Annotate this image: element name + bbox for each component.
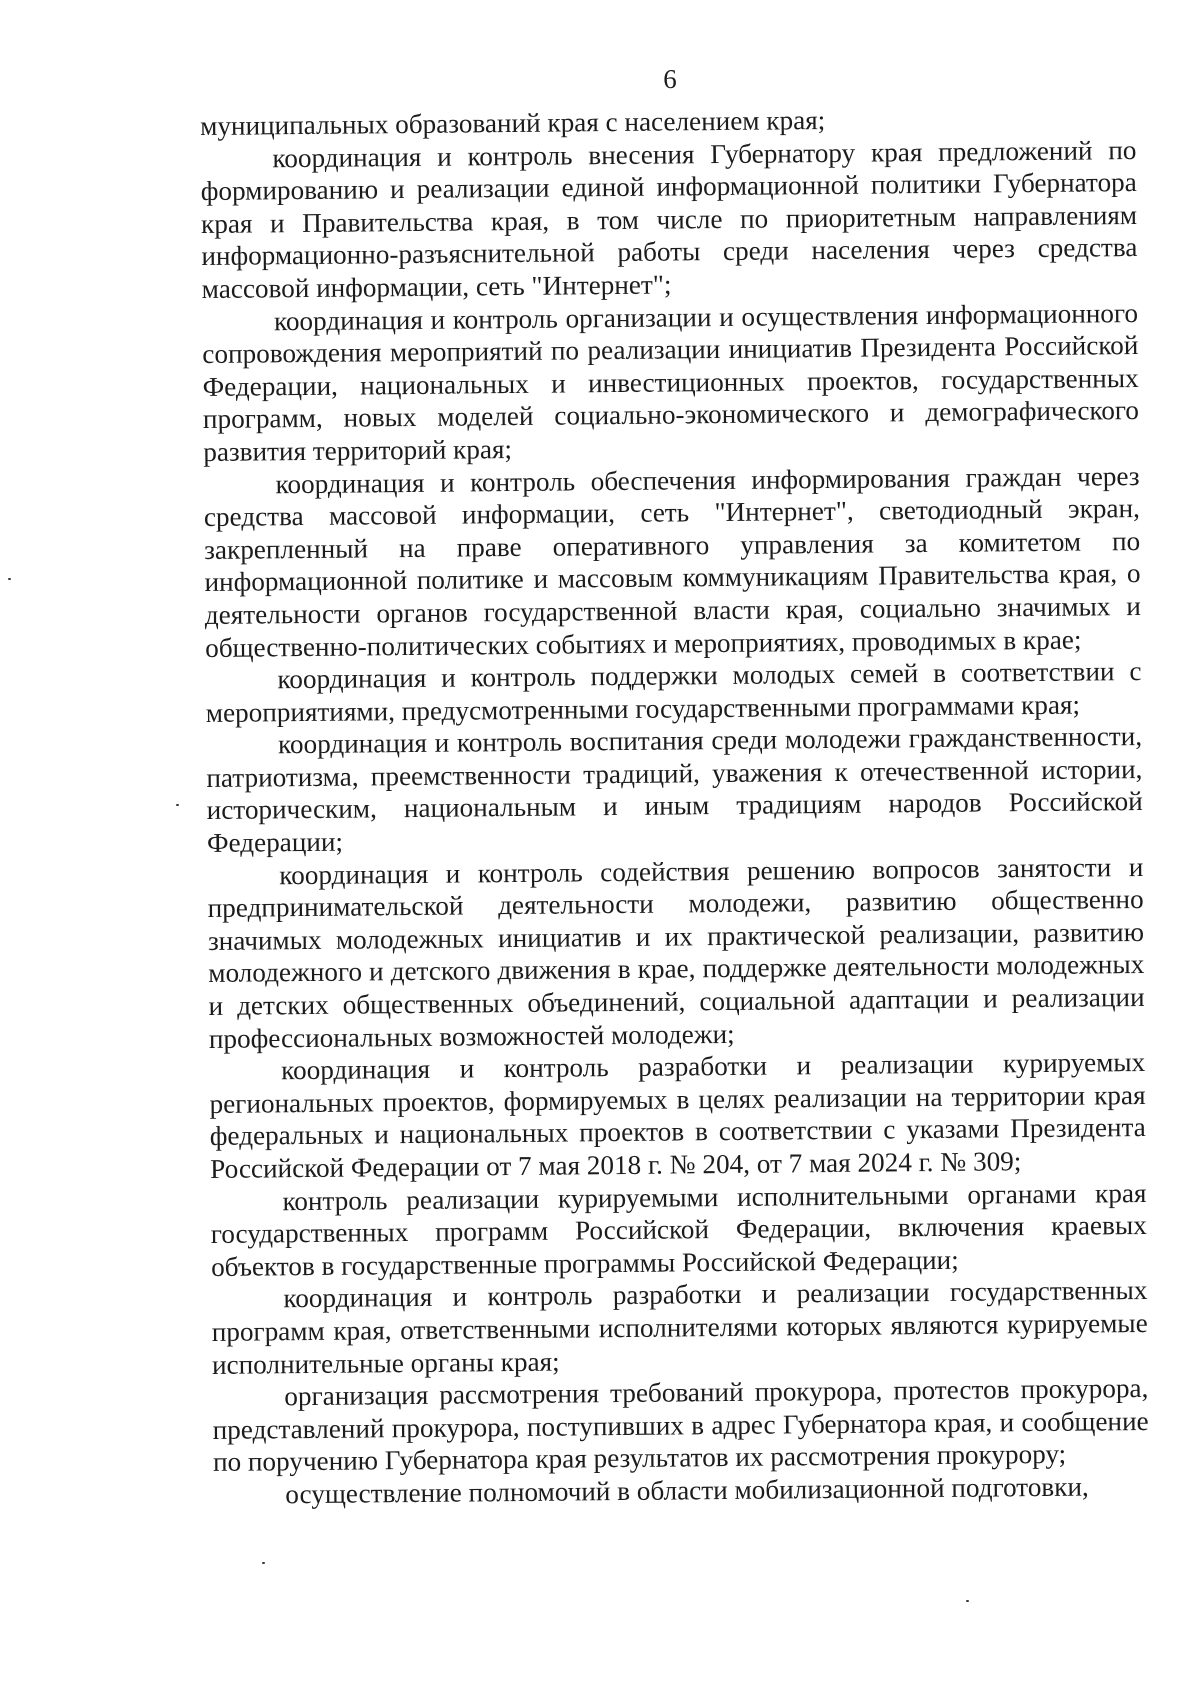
paragraph-federal-programs: контроль реализации курируемыми исполнительными органами края государственных программ Российской Федерации, включения краевых объектов в государственные программы Российской Федерации; <box>210 1177 1147 1282</box>
page-number: 6 <box>663 64 677 94</box>
paragraph-youth-education: координация и контроль воспитания среди молодежи гражданственности, патриотизма, преемственности традиций, уважения к отечественной истории, историческим, национальным и иным традициям народов Российской Федерации; <box>206 721 1143 859</box>
document-body <box>200 101 1149 1511</box>
paragraph-mobilization: осуществление полномочий в области мобилизационной подготовки, <box>285 1471 1089 1510</box>
paragraph-information-policy: координация и контроль внесения Губернатору края предложений по формированию и реализации единой информационной политики Губернатора края и Правительства края, в том числе по приоритетным направлениям информационно-разъяснительной работы среди населения через средства массовой информации, сеть "Интернет"; <box>200 134 1138 304</box>
paragraph-youth-employment: координация и контроль содействия решению вопросов занятости и предпринимательской деятельности молодежи, развитию общественно значимых молодежных инициатив и их практической реализации, развитию молодежного и детского движения в крае, поддержке деятельности молодежных и детских общественных объединений, социальной адаптации и реализации профессиональных возможностей молодежи; <box>207 851 1145 1054</box>
scan-speck <box>8 578 11 580</box>
scan-speck <box>966 1600 969 1602</box>
paragraph-state-programs: координация и контроль разработки и реализации государственных программ края, ответственными исполнителями которых являются курируемые исполнительные органы края; <box>211 1275 1148 1380</box>
paragraph-citizen-informing: координация и контроль обеспечения информирования граждан через средства массовой информации, сеть "Интернет", светодиодный экран, закрепленный на праве оперативного управления за комитетом по информационной политике и массовым коммуникациям Правительства края, о деятельности органов государственной власти края, социально значимых и общественно-политических событиях и мероприятиях, проводимых в крае; <box>203 460 1141 663</box>
paragraph-information-support: координация и контроль организации и осуществления информационного сопровождения мероприятий по реализации инициатив Президента Российской Федерации, национальных и инвестиционных проектов, государственных программ, новых моделей социально-экономического и демографического развития территорий края; <box>202 297 1140 467</box>
scan-speck <box>176 804 179 806</box>
paragraph-young-families: координация и контроль поддержки молодых семей в соответствии с мероприятиями, предусмотренными государственными программами края; <box>205 656 1142 728</box>
paragraph-continuation: муниципальных образований края с населением края; <box>200 104 826 141</box>
paragraph-regional-projects: координация и контроль разработки и реализации курируемых региональных проектов, формируемых в целях реализации на территории края федеральных и национальных проектов в соответствии с указами Президента Российской Федерации от 7 мая 2018 г. № 204, от 7 мая 2024 г. № 309; <box>209 1047 1146 1184</box>
scan-speck <box>262 1562 265 1564</box>
paragraph-prosecutor-requests: организация рассмотрения требований прокурора, протестов прокурора, представлений прокурора, поступивших в адрес Губернатора края, и сообщение по поручению Губернатора края результатов их рассмотрения прокурору; <box>212 1373 1149 1478</box>
